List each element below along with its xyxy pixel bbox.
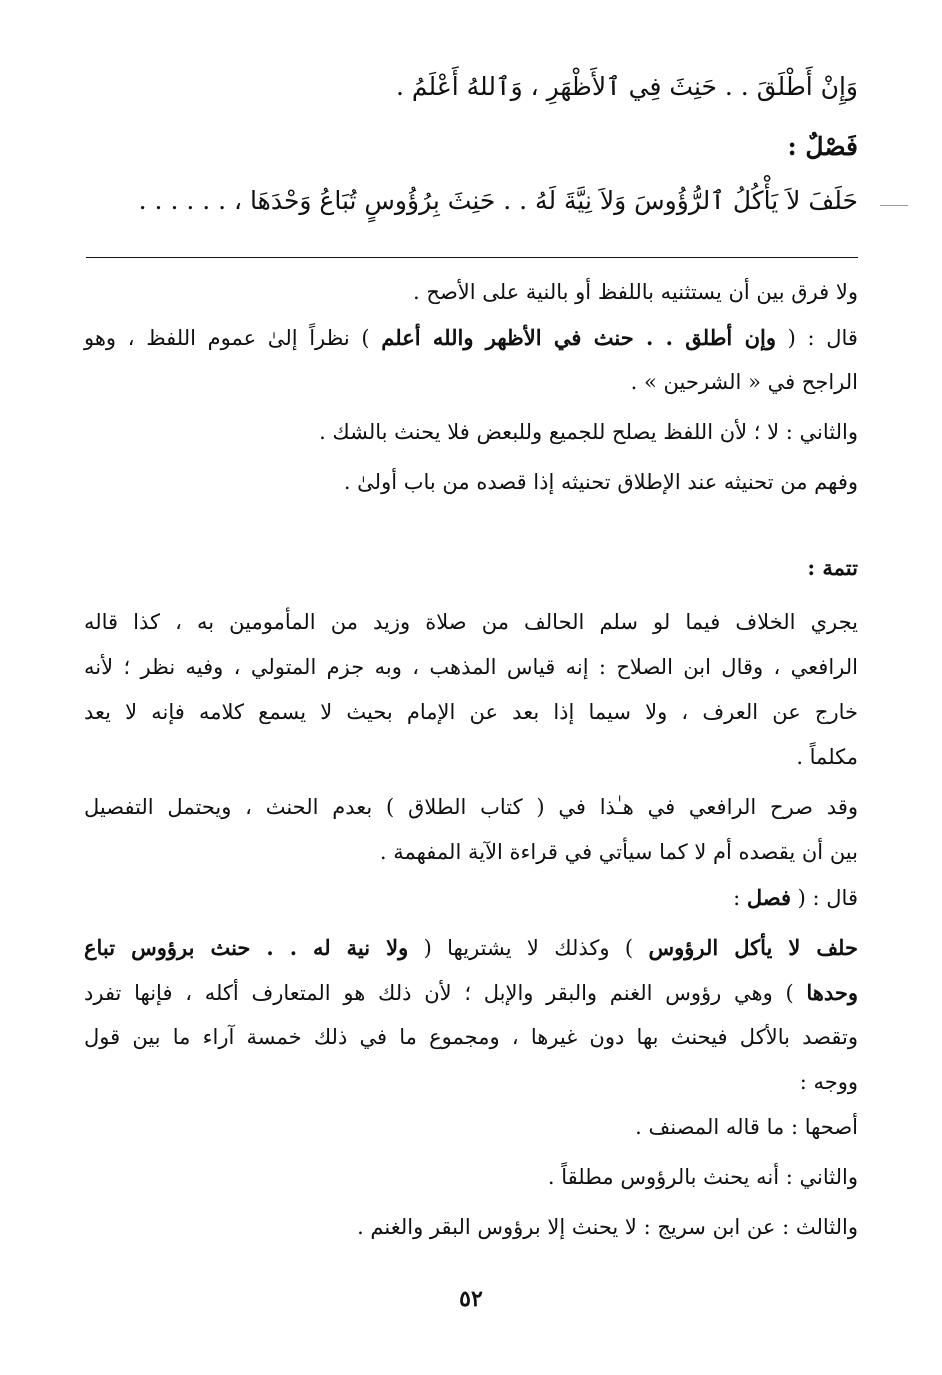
sharh-para-5-line-2: الرافعي ، وقال ابن الصلاح : إنه قياس المذهب ، وبه جزم المتولي ، وفيه نظر ؛ لأنه bbox=[84, 655, 858, 679]
matn-line-3: حَلَفَ لاَ يَأْكُلُ ٱلرُّؤُوسَ وَلاَ نِيَّةَ لَهُ . . حَنِثَ بِرُؤُوسٍ تُبَاعُ وَحْدَهَا ، . . . . . . bbox=[138, 186, 858, 215]
sharh-para-5-line-4: مكلماً . bbox=[796, 745, 858, 769]
quoted-matn: وإن أطلق . . حنث في الأظهر والله أعلم bbox=[381, 325, 776, 350]
margin-mark bbox=[880, 205, 908, 206]
text-segment: ) وهي رؤوس الغنم والبقر والإبل ؛ لأن ذلك هو المتعارف أكله ، فإنها تفرد bbox=[84, 981, 794, 1005]
sharh-para-5-line-1: يجري الخلاف فيما لو سلم الحالف من صلاة وزيد من المأمومين به ، كذا قاله bbox=[84, 610, 858, 634]
opinion-3: والثالث : عن ابن سريج : لا يحنث إلا برؤوس البقر والغنم . bbox=[357, 1215, 858, 1239]
sharh-para-8-line-3: وتقصد بالأكل فيحنث بها دون غيرها ، ومجموع ما في ذلك خمسة آراء ما بين قول bbox=[84, 1025, 858, 1049]
sharh-para-8-line-2 bbox=[84, 980, 858, 1005]
sharh-para-2-line-1 bbox=[84, 325, 858, 350]
matn-heading-fasl: فَصْلٌ : bbox=[787, 132, 858, 161]
sharh-para-5-line-3: خارج عن العرف ، ولا سيما إذا بعد عن الإمام بحيث لا يسمع كلامه فإنه لا يعد bbox=[84, 700, 858, 724]
sharh-para-7 bbox=[733, 885, 858, 910]
matn-line-1: وَإِنْ أَطْلَقَ . . حَنِثَ فِي ٱلأَظْهَرِ ، وَٱللهُ أَعْلَمُ . bbox=[396, 72, 858, 101]
tatimma-heading: تتمة : bbox=[807, 555, 858, 580]
quoted-matn: وحدها bbox=[806, 980, 858, 1005]
sharh-para-6-line-2: بين أن يقصده أم لا كما سيأتي في قراءة الآية المفهمة . bbox=[379, 840, 858, 864]
quoted-matn: حلف لا يأكل الرؤوس bbox=[648, 935, 858, 960]
sharh-para-4: وفهم من تحنيثه عند الإطلاق تحنيثه إذا قصده من باب أولىٰ . bbox=[343, 470, 858, 494]
text-segment: قال : ( bbox=[797, 886, 858, 910]
sharh-para-3: والثاني : لا ؛ لأن اللفظ يصلح للجميع وللبعض فلا يحنث بالشك . bbox=[319, 420, 858, 444]
quoted-matn: فصل bbox=[746, 885, 791, 910]
text-segment: قال : ( bbox=[787, 326, 858, 350]
text-segment: ) وكذلك لا يشتريها ( bbox=[423, 936, 634, 960]
sharh-para-8-line-1 bbox=[84, 935, 858, 960]
quoted-matn: ولا نية له . . حنث برؤوس تباع bbox=[84, 935, 409, 960]
page-number: ٥٢ bbox=[459, 1286, 483, 1312]
opinion-2: والثاني : أنه يحنث بالرؤوس مطلقاً . bbox=[547, 1165, 858, 1189]
sharh-para-2-line-2: الراجح في « الشرحين » . bbox=[630, 370, 858, 394]
text-segment: ) نظراً إلىٰ عموم اللفظ ، وهو bbox=[84, 326, 370, 350]
separator-rule bbox=[86, 257, 858, 258]
sharh-para-6-line-1: وقد صرح الرافعي في هـٰذا في ( كتاب الطلاق ) بعدم الحنث ، ويحتمل التفصيل bbox=[84, 795, 858, 819]
opinion-1: أصحها : ما قاله المصنف . bbox=[635, 1115, 858, 1139]
text-segment: : bbox=[733, 886, 741, 910]
sharh-para-8-line-4: ووجه : bbox=[799, 1070, 858, 1094]
sharh-para-1: ولا فرق بين أن يستثنيه باللفظ أو بالنية على الأصح . bbox=[413, 280, 858, 304]
